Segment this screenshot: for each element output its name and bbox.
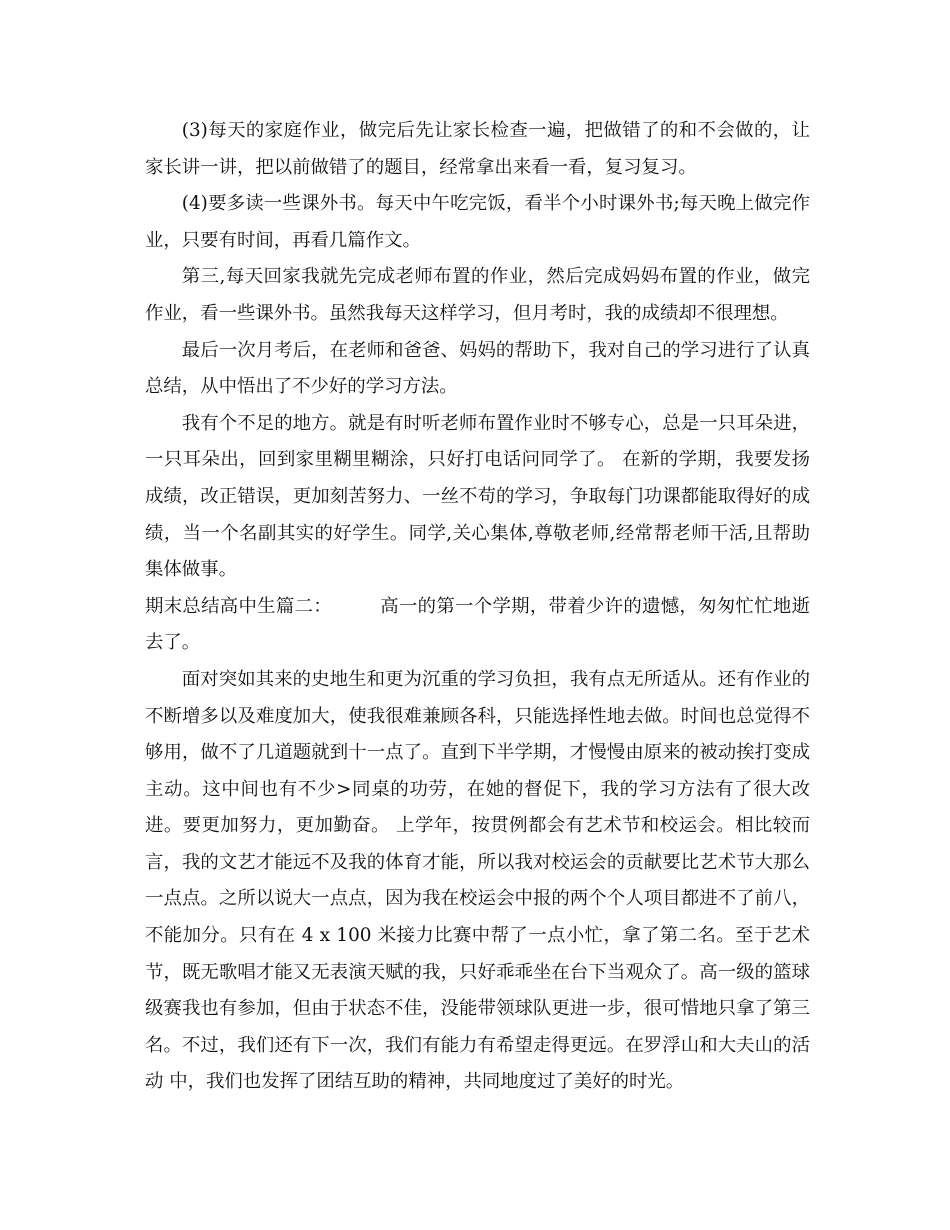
paragraph-reading: (4)要多读一些课外书。每天中午吃完饭，看半个小时课外书;每天晚上做完作业，只要有时间，再看几篇作文。 [145,193,810,251]
paragraph-review: 面对突如其来的史地生和更为沉重的学习负担，我有点无所适从。还有作业的不断增多以及难度加大，使我很难兼顾各科，只能选择性地去做。时间也总觉得不够用，做不了几道题就到十一点了。直到下半学期，才慢慢由原来的被动挨打变成主动。这中间也有不少>同桌的功劳，在她的督促下，我的学习方法有了很大改进。要更加努力，更加勤奋。 上学年，按贯例都会有艺术节和校运会。相比较而言，我的文艺才能远不及我的体育才能，所以我对校运会的贡献要比艺术节大那么一点点。之所以说大一点点，因为我在校运会中报的两个个人项目都进不了前八，不能加分。只有在 4 x 100 米接力比赛中帮了一点小忙，拿了第二名。至于艺术节，既无歌唱才能又无表演天赋的我，只好乖乖坐在台下当观众了。高一级的篮球级赛我也有参加，但由于状态不佳，没能带领球队更进一步，很可惜地只拿了第三名。不过，我们还有下一次，我们有能力有希望走得更远。在罗浮山和大夫山的活动 中，我们也发挥了团结互助的精神，共同地度过了美好的时光。 [145,668,810,1093]
section-heading: 期末总结高中生篇二： [145,595,332,617]
section-heading-line [145,589,810,662]
paragraph-summary: 最后一次月考后，在老师和爸爸、妈妈的帮助下，我对自己的学习进行了认真总结，从中悟出了不少好的学习方法。 [145,339,810,398]
paragraph-homework: (3)每天的家庭作业，做完后先让家长检查一遍，把做错了的和不会做的，让家长讲一讲，把以前做错了的题目，经常拿出来看一看，复习复习。 [145,120,810,178]
paragraph-shortcoming: 我有个不足的地方。就是有时听老师布置作业时不够专心，总是一只耳朵进，一只耳朵出，回到家里糊里糊涂，只好打电话问同学了。 在新的学期，我要发扬成绩，改正错误，更加刻苦努力、一丝不苟的学习，争取每门功课都能取得好的成绩，当一个名副其实的好学生。同学,关心集体,尊敬老师,经常帮老师干活,且帮助集体做事。 [145,412,810,581]
paragraph-third: 第三,每天回家我就先完成老师布置的作业，然后完成妈妈布置的作业，做完作业，看一些课外书。虽然我每天这样学习，但月考时，我的成绩却不很理想。 [145,266,810,324]
section-intro: 高一的第一个学期，带着少许的遗憾，匆匆忙忙地逝去了。 [145,595,810,654]
document-body [145,113,810,1101]
